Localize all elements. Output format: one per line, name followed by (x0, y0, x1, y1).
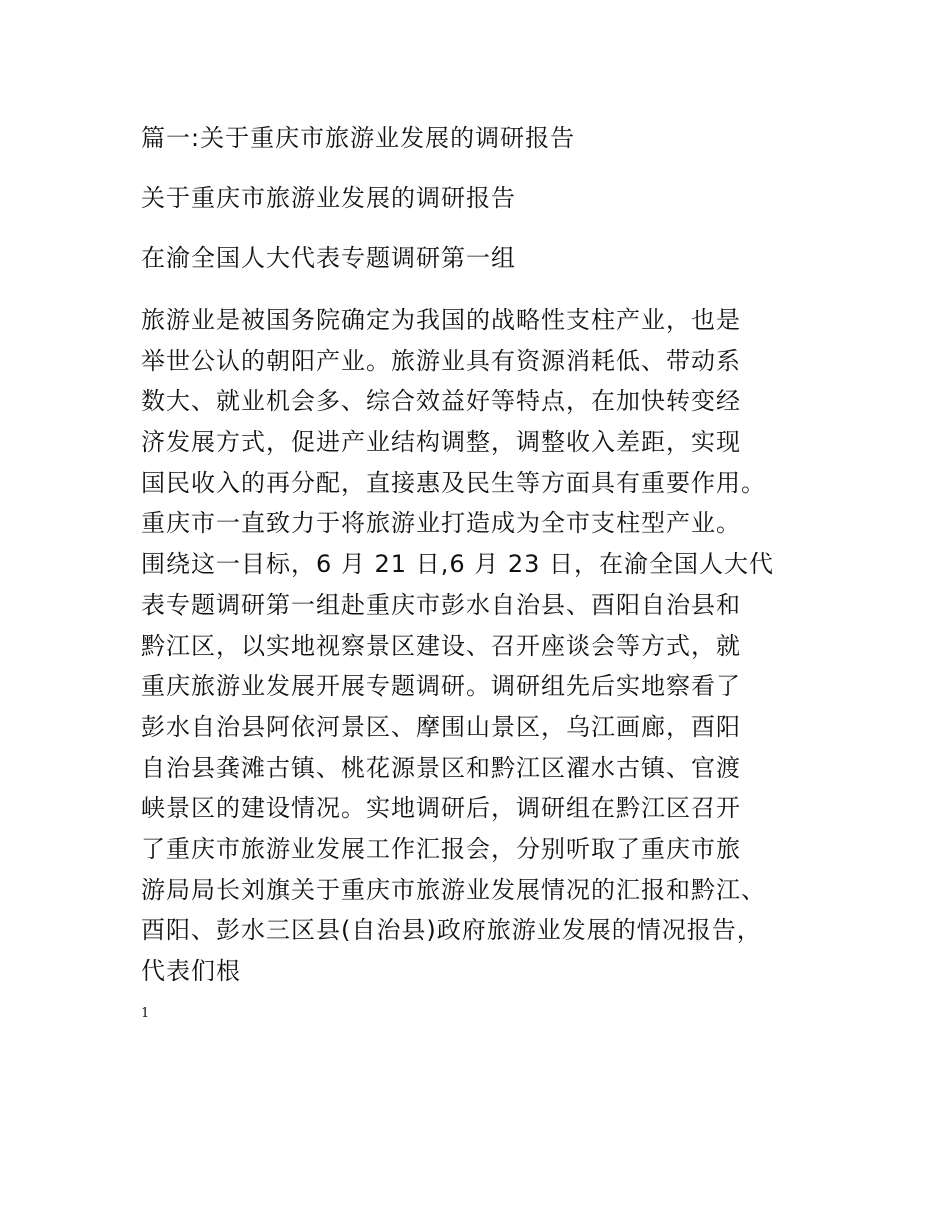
body-line: 国民收入的再分配，直接惠及民生等方面具有重要作用。 (141, 468, 766, 497)
body-line: 围绕这一目标，6 月 21 日,6 月 23 日，在渝全国人大代 (141, 550, 775, 579)
body-line: 游局局长刘旗关于重庆市旅游业发展情况的汇报和黔江、 (141, 875, 766, 904)
report-author: 在渝全国人大代表专题调研第一组 (141, 244, 516, 272)
body-line: 黔江区，以实地视察景区建设、召开座谈会等方式，就 (141, 631, 741, 660)
body-line: 了重庆市旅游业发展工作汇报会，分别听取了重庆市旅 (141, 834, 741, 863)
body-line: 重庆市一直致力于将旅游业打造成为全市支柱型产业。 (141, 509, 741, 538)
body-line: 彭水自治县阿依河景区、摩围山景区，乌江画廊，酉阳 (141, 712, 741, 741)
body-line: 济发展方式，促进产业结构调整，调整收入差距，实现 (141, 428, 741, 457)
page-number: 1 (141, 1006, 150, 1021)
body-line: 数大、就业机会多、综合效益好等特点，在加快转变经 (141, 387, 741, 416)
body-line: 表专题调研第一组赴重庆市彭水自治县、酉阳自治县和 (141, 590, 741, 619)
body-line: 代表们根 (141, 957, 241, 985)
body-line: 自治县龚滩古镇、桃花源景区和黔江区濯水古镇、官渡 (141, 753, 741, 782)
body-line: 举世公认的朝阳产业。旅游业具有资源消耗低、带动系 (141, 346, 741, 375)
body-line: 峡景区的建设情况。实地调研后，调研组在黔江区召开 (141, 794, 741, 823)
body-line: 重庆旅游业发展开展专题调研。调研组先后实地察看了 (141, 672, 741, 701)
section-heading: 篇一:关于重庆市旅游业发展的调研报告 (141, 124, 576, 152)
report-title: 关于重庆市旅游业发展的调研报告 (141, 184, 516, 212)
body-paragraph (141, 300, 841, 992)
body-line: 酉阳、彭水三区县(自治县)政府旅游业发展的情况报告， (141, 916, 762, 945)
body-line: 旅游业是被国务院确定为我国的战略性支柱产业，也是 (141, 306, 741, 334)
